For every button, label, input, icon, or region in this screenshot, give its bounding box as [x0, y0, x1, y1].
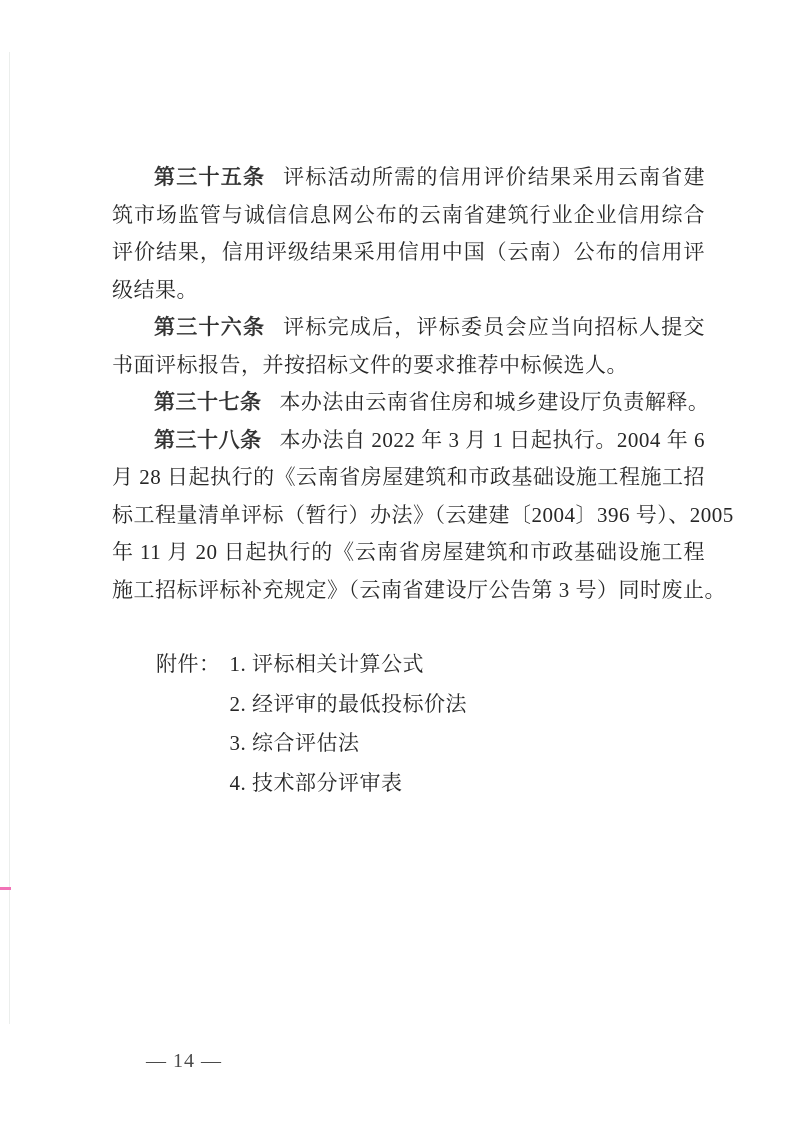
line-text: 评标活动所需的信用评价结果采用云南省建 — [283, 165, 706, 189]
text-line — [112, 272, 705, 310]
text-line — [112, 159, 705, 197]
text-line — [112, 459, 705, 497]
line-text: 本办法自 2022 年 3 月 1 日起执行。2004 年 6 — [279, 427, 706, 452]
line-text: 书面评标报告，并按招标文件的要求推荐中标候选人。 — [112, 352, 628, 377]
line-text: 评价结果，信用评级结果采用信用中国（云南）公布的信用评 — [112, 240, 705, 264]
pink-edge-mark — [0, 887, 11, 890]
attachments-label: 附件： — [156, 652, 221, 676]
text-line — [112, 572, 726, 610]
attachment-item: 4. 技术部分评审表 — [229, 770, 403, 795]
text-line — [112, 309, 705, 347]
line-text: 月 28 日起执行的《云南省房屋建筑和市政基础设施工程施工招 — [112, 465, 705, 489]
line-text: 标工程量清单评标（暂行）办法》（云建建〔2004〕396 号）、2005 — [112, 502, 734, 527]
text-line — [112, 197, 705, 235]
attachments-block — [156, 645, 467, 803]
line-text: 施工招标评标补充规定》（云南省建设厅公告第 3 号）同时废止。 — [112, 577, 726, 602]
line-text: 级结果。 — [112, 277, 198, 302]
line-text: 本办法由云南省住房和城乡建设厅负责解释。 — [279, 390, 710, 414]
document-body — [112, 159, 734, 609]
attachment-item: 2. 经评审的最低投标价法 — [229, 691, 467, 716]
attachments-list — [230, 645, 468, 803]
attachment-item: 1. 评标相关计算公式 — [229, 652, 424, 676]
line-text: 筑市场监管与诚信信息网公布的云南省建筑行业企业信用综合 — [112, 202, 705, 227]
text-line — [112, 497, 734, 535]
text-line — [112, 534, 705, 572]
line-text: 年 11 月 20 日起执行的《云南省房屋建筑和市政基础设施工程 — [112, 540, 705, 564]
text-line — [112, 347, 705, 385]
article-number: 第三十六条 — [154, 316, 266, 339]
scan-edge-line — [9, 52, 10, 1024]
text-line — [112, 422, 705, 460]
page-number: — 14 — — [146, 1050, 222, 1072]
line-text: 评标完成后，评标委员会应当向招标人提交 — [283, 315, 706, 339]
article-number: 第三十七条 — [154, 391, 262, 414]
text-line — [112, 384, 710, 422]
text-line — [112, 234, 705, 272]
attachment-item: 3. 综合评估法 — [229, 731, 360, 755]
article-number: 第三十五条 — [154, 166, 266, 189]
article-number: 第三十八条 — [154, 428, 262, 452]
